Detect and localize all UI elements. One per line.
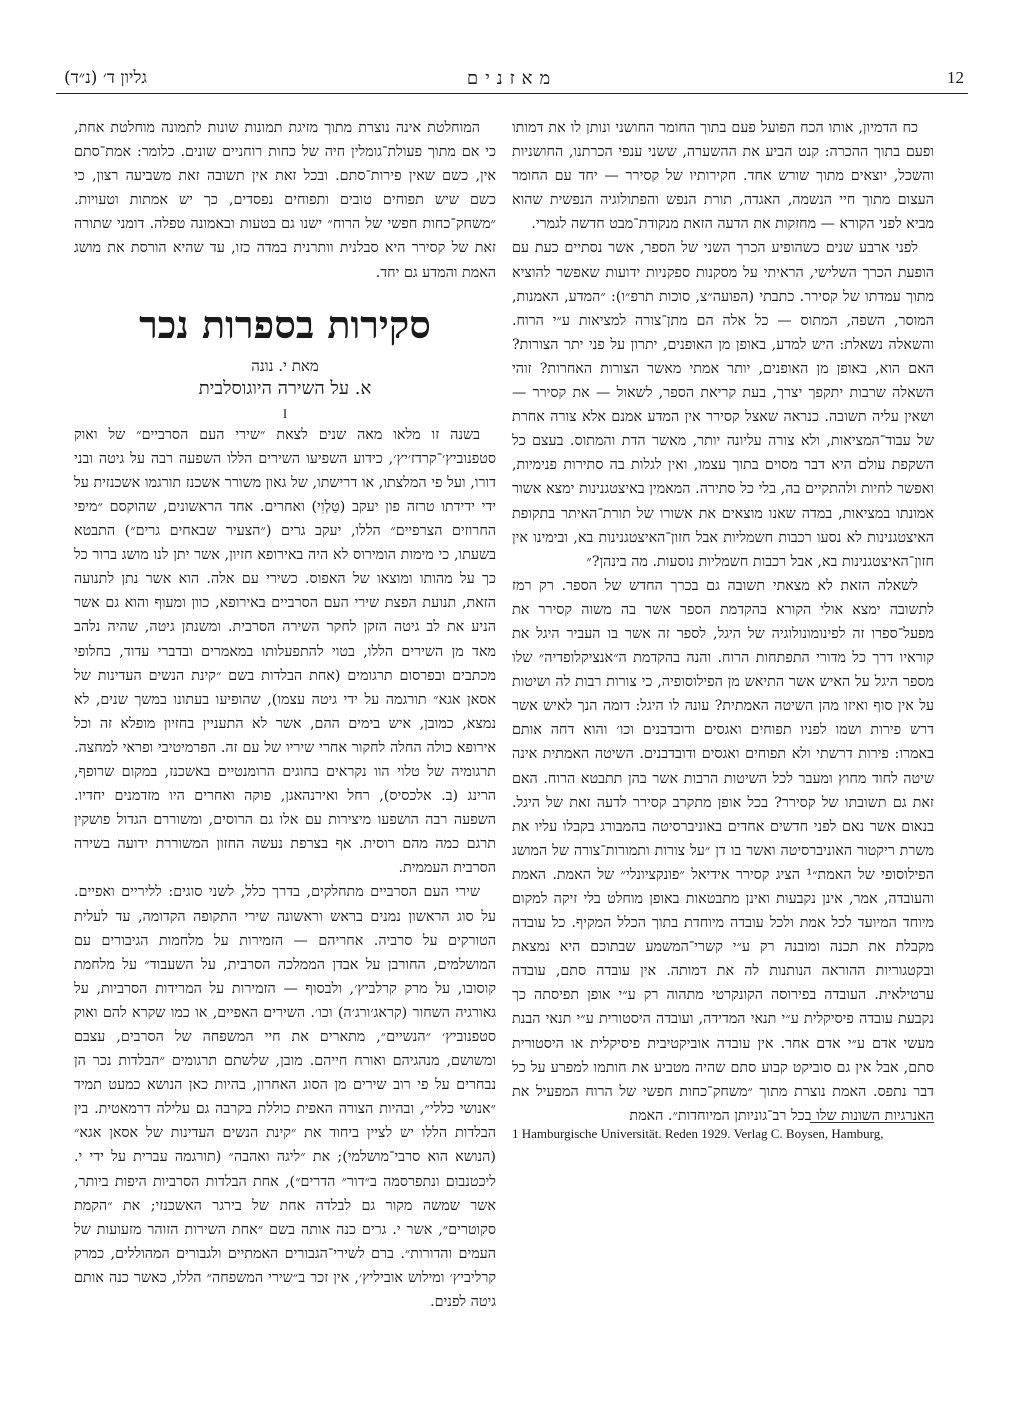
header-rule <box>56 93 968 94</box>
article-title: סקירות בספרות נכר <box>139 301 431 347</box>
body-paragraph: בשנה זו מלאו מאה שנים לצאת ״שירי העם הסרביים״ של ואוק סטפנוביץ׳־קרדז׳יץ׳, כידוע השפיעו השירים הללו השפעה רבה על גיטה ובני דורו, ועל פי המלצתו, או דרישתו, של גאון משורר אשכנז תורגמו אשכנזית על ידי ידידתו טרזה פון יעקב (טַלְוִי) ואחרים. אחד הראשונים, שהוקסם ״מיפי החרוזים הצרפיים״ הללו, יעקב גרים (״הצעיר שבאחים גרים״) התבטא בשעתו, כי מימות הומירוס לא היה באירופא חזיון, אשר יתן לנו מושג ברור כל כך על מהותו ומוצאו של האפוס. כשירי עם אלה. הוא אשר נתן לתנועה הזאת, תנועת הפצת שירי העם הסרביים באירופא, כוון ומעוף והוא גם אשר הניע את לב גיטה הזקן לחקר השירה הסרבית. ומשנתן גיטה, שהיה נלהב מאד מן השירים הללו, בטוי להתפעלותו במאמרים ובדברי עדוד, בחלופי מכתבים ובפרסום תרגומים (אחת הבלדות בשם ״קינת הנשים העדינות של אסאן אגא״ תורגמה על ידי גיטה עצמו), שהופיעו בעתונו במשך שנים, לא נמצא, כמובן, איש בימים ההם, אשר לא התעניין בחזיון מופלא זה וכל אירופא כולה החלה לחקור אחרי שיריו של עם זה. הפרמיטיבי ופראי למחצה. תרגומיה של טלוי הוו נקראים בחוגים הרומנטיים באשכנז, במקום שרופף, הרינג (ב. אלכסיס), רחל ואירנהאגן, פוקה ואחרים היו מזדמנים יחדיו. השפעה רבה הושפעו מיצירות עם אלו גם הרוסים, ומשוררם הגדול פושקין תרגם כמה מהם רוסית. אף בצרפת נעשה החזון המשוררת ידועה בשירה הסרבית העממית. <box>74 426 496 877</box>
section-title: א. על השירה היוגוסלבית <box>198 377 372 399</box>
page-number: 12 <box>947 68 964 87</box>
issue-label: גליון ד׳ (נ״ד) <box>64 68 148 88</box>
left-column <box>74 116 496 1314</box>
page-header <box>56 66 968 94</box>
body-paragraph: שירי העם הסרביים מתחלקים, בדרך כלל, לשני סוגים: לליריים ואפיים. על סוג הראשון נמנים בראש וראשונה שירי התקופה הקדומה, עד לעלית הטורקים על סרביה. אחריהם — הזמירות על מלחמות הגיבורים עם המושלמים, החורבן על אבדן הממלכה הסרבית, על השעבוד״ על מלחמת קוסובו, על מרק קרלביץ׳, ולבסוף — הזמירות על המרידות הסרביות, על גאורגיה השחור (קראג׳ורג׳ה) וכו׳. השירים האפיים, או כמו שקרא להם ואוק סטפנוביץ׳ ״הנשיים״, מתארים את חיי המשפחה של הסרבים, עצבם ומשושם, מנהגיהם ואורח חייהם. מובן, שלשתם תרגומים ״הבלדות נכר הן נבחרים על פי רוב שירים מן הסוג האחרון, בהיות כאן הנושא כמעט תמיד ״אנושי כללי״, ובהיות הצורה האפית כוללת בקרבה גם עלילה דרמאטית. בין הבלדות הללו יש לציין ביחוד את ״קינת הנשים העדינות של אסאן אגא״ (הנושא הוא סרבי־מושלמי); את ״ליגה ואהבה״ (תורגמה עברית על ידי י. ליכטנבום ונתפרסמה ב״דור״ הדרים״), אחת הבלדות הסרביות היפות ביותר, אשר שמשה מקור גם לבלדה אחת של בירגר האשכנזי; את ״הקמת סקוטרים״, אשר י. גרים כנה אותה בשם ״אחת השירות הזוהר מזעועות של העמים והדורות״. ברם לשירי־הגבורים האמתיים ולגבורים המהוללים, כמרק קרליביץ׳ ומילוש אוביליץ׳, אין זכר ב״שירי המשפחה״ הללו, כאשר כנה אותם גיטה לפנים. <box>74 884 496 1311</box>
body-paragraph: לפני ארבע שנים כשהופיע הכרך השני של הספר, אשר נסתיים כעת עם הופעת הכרך השלישי, הראיתי על מסקנות ספקניות ידועות שאפשר להוציא מתוך עמדתו של קסירר. כתבתי (הפועה״צ, סוכות תרפ״ו): ״המדע, האמנות, המוסר, השפה, המתוס — כל אלה הם מתן־צורה למציאות ע״י הרוח. והשאלה נשאלת: היש למדע, באופן מן האופנים, יתרון על פני יתר הצורות? האם הוא, באופן מן האופנים, יותר אמתי מאשר הצורות האחרות? זוהי השאלה שרבות יתקפך יצרך, בעת קריאת הספר, לשאול — את קסירר — ושאין עליה תשובה. כנראה שאצל קסירר אין המדע אמנם אלא צורה אחרת של עבוד־המציאות, ולא צורה עליונה יותר, מאשר הדת והמתוס. בעצם כל השקפת עולם היא דבר מסוים בתוך עצמו, ואין לגלות בה סתירות פנימיות, ואפשר לחיות ולהתקיים בה, בלי כל סתירה. המאמין באיצטגנינות ימצא אשור אמונתו במציאות, במדה שאנו מוצאים את אשורו של תורת־האיתר בתקופת האיצטגנינות לא נסעו רכבות חשמליות אבל חזון־האיצטגנינות בא, ובימינו אין חזון־האיצטגנינות בא, אבל רכבות חשמליות נוסעות. מה בינהן?״ <box>512 240 934 570</box>
body-paragraph: לשאלה הזאת לא מצאתי תשובה גם בכרך החדש של הספר. רק רמז לתשובה ימצא אולי הקורא בהקדמת הספר אשר בה משוה קסירר את מפעל־ספרו זה לפינומונולוגיה של היגל, לספר זה אשר בו העביר היגל את קוראיו דרך כל מדורי התפתחות הרוח. והנה בהקדמת ה״אנציקלופדיה״ שלו מספר היגל על האיש אשר התיאש מן הפילוסופיה, כי צורות רבות לה ושיטות על אין סוף ואיזו מהן השיטה האמתית? עונה לו היגל: דומה הנך לאיש אשר דרש פירות ושמו לפניו תפוחים ואגסים ודובדבנים וכו׳ והוא דחה אותם באמרו: פירות דרשתי ולא תפוחים ואגסים ודובדבנים. השיטה האמתית אינה שיטה לחוד מחוץ ומעבר לכל השיטות הרבות אשר בהן תתבטא הרוח. האם זאת גם תשובתו של קסירר? בכל אופן מתקרב קסירר לדעה זאת של היגל. בנאום אשר נאם לפני חדשים אחדים באוניברסיטה בהמבורג בקבלו עליו את משרת ריקטור האוניברסיטה ואשר בו דן ״על צורות ותמורות־צורה של המושג הפילוסופי של האמת״¹ הציג קסירר אידיאל ״פונקציונלי״ של האמת. האמת והעובדה, אמר, אינן נקבעות ואינן מתבטאות באופן מוחלט בלי זיקה למקום מיוחד המיועד לכל אמת ולכל עובדה מיוחדת בתוך הכלל המקיף. כל עובדה מקבלת את תכנה ומובנה רק ע״י קשרי־המשמע שבתוכם היא נמצאת ובקטגוריות ההוראה הנותנות לה את דמותה. אין עובדה סתם, עובדה ערטילאית. העובדה בפירוסה הקונקרטי מתהוה רק ע״י אופן תפיסתה כך נקבעת עובדה פיסיקלית ע״י תנאי המדידה, ועובדה היסטורית ע״י תנאי הבנת מעשי אדם ע״י אדם אחר. אין עובדה אוביקטיבית פיסיקלית או היסטורית סתם, אבל אין גם סוביקט קבוע סתם שהיה מטביע את חותמו למפרע על כל דבר נתפס. האמת נוצרת מתוך ״משחק־כחות חפשי של הרוח המפעיל את האנרגיות השונות שלו בכל רב־גוניותן המיוחדות״. האמת <box>512 577 934 1124</box>
body-paragraph: כח הדמיון, אותו הכח הפועל פעם בתוך החומר החושני ונותן לו את דמותו ופעם בתוך ההכרה: קנט הביע את ההשערה, ששני ענפי הכרתנו, החושניות והשכל, יוצאים מתוך שורש אחד. חקירותיו של קסירר — יחד עם החומר העצום מתוך חיי הנשמה, האגדה, תורת הנפש והפתולוגיה הנפשית שהוא מביא לפני הקורא — מחזקות את הדעה הזאת מנקודת־מבט חדשה לגמרי. <box>512 120 934 233</box>
journal-title: מאזנים <box>466 68 558 89</box>
body-paragraph: המוחלטת אינה נוצרת מתוך מזיגת תמונות שונות לתמונה מוחלטת אחת, כי אם מתוך פעולת־גומלין חיה של כחות רוחניים שונים. כלומר: אמת־סתם אין, כשם שאין פירות־סתם. ובכל זאת אין תשובה זאת משביעה רצון, כי כשם שיש תפוחים טובים ותפוחים נפסדים, כך יש אמתות וטעויות. ״משחק־כחות חפשי של הרוח״ ישנו גם בטעות ובאמונה טפלה. דומני שתורה זאת של קסירר היא סבלנית וותרנית במדה כזו, עד שהיא הורסת את מושג האמת והמדע גם יחד. <box>74 120 496 281</box>
right-column <box>512 116 934 1128</box>
footnote-rule <box>810 1122 934 1123</box>
author-byline: מאת י. נונה <box>251 356 319 375</box>
section-number: I <box>282 405 288 421</box>
footnote: 1 Hamburgische Universität. Reden 1929. Verlag C. Boysen, Hamburg, <box>512 1126 884 1141</box>
